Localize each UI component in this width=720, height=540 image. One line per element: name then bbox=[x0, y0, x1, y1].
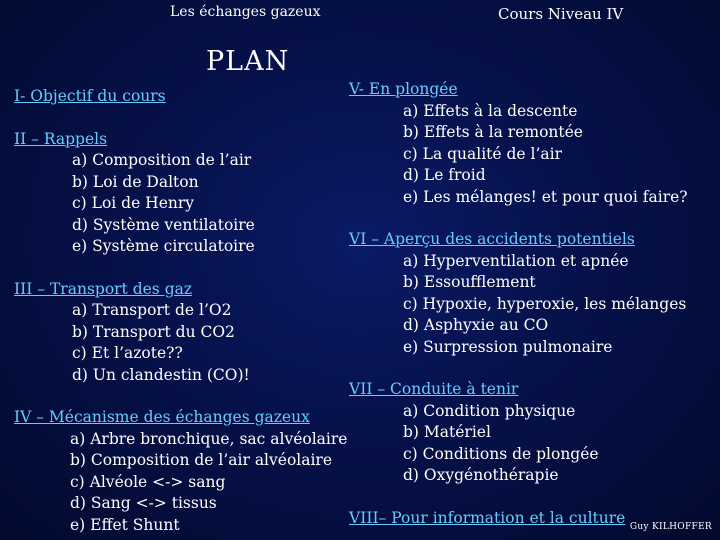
section-accidents bbox=[349, 229, 688, 358]
section-objectif bbox=[14, 86, 347, 108]
section-title: V- En plongée bbox=[349, 80, 458, 98]
section-en-plongee bbox=[349, 79, 688, 208]
list-item: d) Un clandestin (CO)! bbox=[72, 365, 250, 384]
list-item: b) Essoufflement bbox=[403, 273, 536, 291]
list-item: a) Condition physique bbox=[403, 401, 576, 420]
list-item: d) Sang <-> tissus bbox=[70, 494, 217, 512]
list-item: a) Hyperventilation et apnée bbox=[403, 251, 629, 270]
list-item: b) Loi de Dalton bbox=[72, 172, 199, 191]
list-item: d) Oxygénothérapie bbox=[403, 466, 559, 484]
list-item: b) Transport du CO2 bbox=[72, 322, 235, 341]
list-item: d) Système ventilatoire bbox=[72, 215, 255, 234]
list-item: d) Asphyxie au CO bbox=[403, 316, 549, 334]
list-item: c) La qualité de l’air bbox=[403, 144, 563, 163]
section-title: VIII– Pour information et la culture bbox=[349, 508, 626, 527]
author-name: Guy KILHOFFER bbox=[629, 522, 712, 532]
plan-left-column bbox=[14, 86, 347, 536]
section-title: VII – Conduite à tenir bbox=[349, 380, 519, 398]
section-conduite bbox=[349, 379, 688, 487]
list-item: b) Effets à la remontée bbox=[403, 123, 583, 141]
list-item: a) Transport de l’O2 bbox=[72, 301, 232, 319]
list-item: c) Et l’azote?? bbox=[72, 344, 183, 362]
section-title: II – Rappels bbox=[14, 129, 108, 148]
section-transport-gaz bbox=[14, 279, 347, 387]
list-item: d) Le froid bbox=[403, 166, 486, 184]
course-level-header: Cours Niveau IV bbox=[498, 5, 624, 23]
list-item: e) Surpression pulmonaire bbox=[403, 337, 613, 356]
plan-right-column bbox=[349, 79, 688, 529]
section-title: I- Objectif du cours bbox=[14, 87, 166, 105]
list-item: e) Les mélanges! et pour quoi faire? bbox=[403, 187, 688, 206]
section-rappels bbox=[14, 129, 347, 258]
list-item: b) Composition de l’air alvéolaire bbox=[70, 451, 333, 469]
plan-title: PLAN bbox=[206, 46, 290, 77]
list-item: c) Hypoxie, hyperoxie, les mélanges bbox=[403, 294, 687, 313]
list-item: a) Composition de l’air bbox=[72, 151, 252, 169]
list-item: e) Effet Shunt bbox=[70, 515, 180, 534]
list-item: c) Loi de Henry bbox=[72, 194, 195, 212]
list-item: c) Alvéole <-> sang bbox=[70, 472, 226, 491]
section-title: VI – Aperçu des accidents potentiels bbox=[349, 230, 635, 248]
section-mecanisme bbox=[14, 407, 347, 536]
list-item: a) Effets à la descente bbox=[403, 101, 578, 120]
list-item: b) Matériel bbox=[403, 423, 491, 441]
list-item: e) Système circulatoire bbox=[72, 237, 255, 255]
section-title: III – Transport des gaz bbox=[14, 279, 193, 298]
course-topic-header: Les échanges gazeux bbox=[170, 4, 321, 20]
list-item: a) Arbre bronchique, sac alvéolaire bbox=[70, 429, 348, 448]
list-item: c) Conditions de plongée bbox=[403, 444, 599, 463]
section-title: IV – Mécanisme des échanges gazeux bbox=[14, 408, 310, 426]
